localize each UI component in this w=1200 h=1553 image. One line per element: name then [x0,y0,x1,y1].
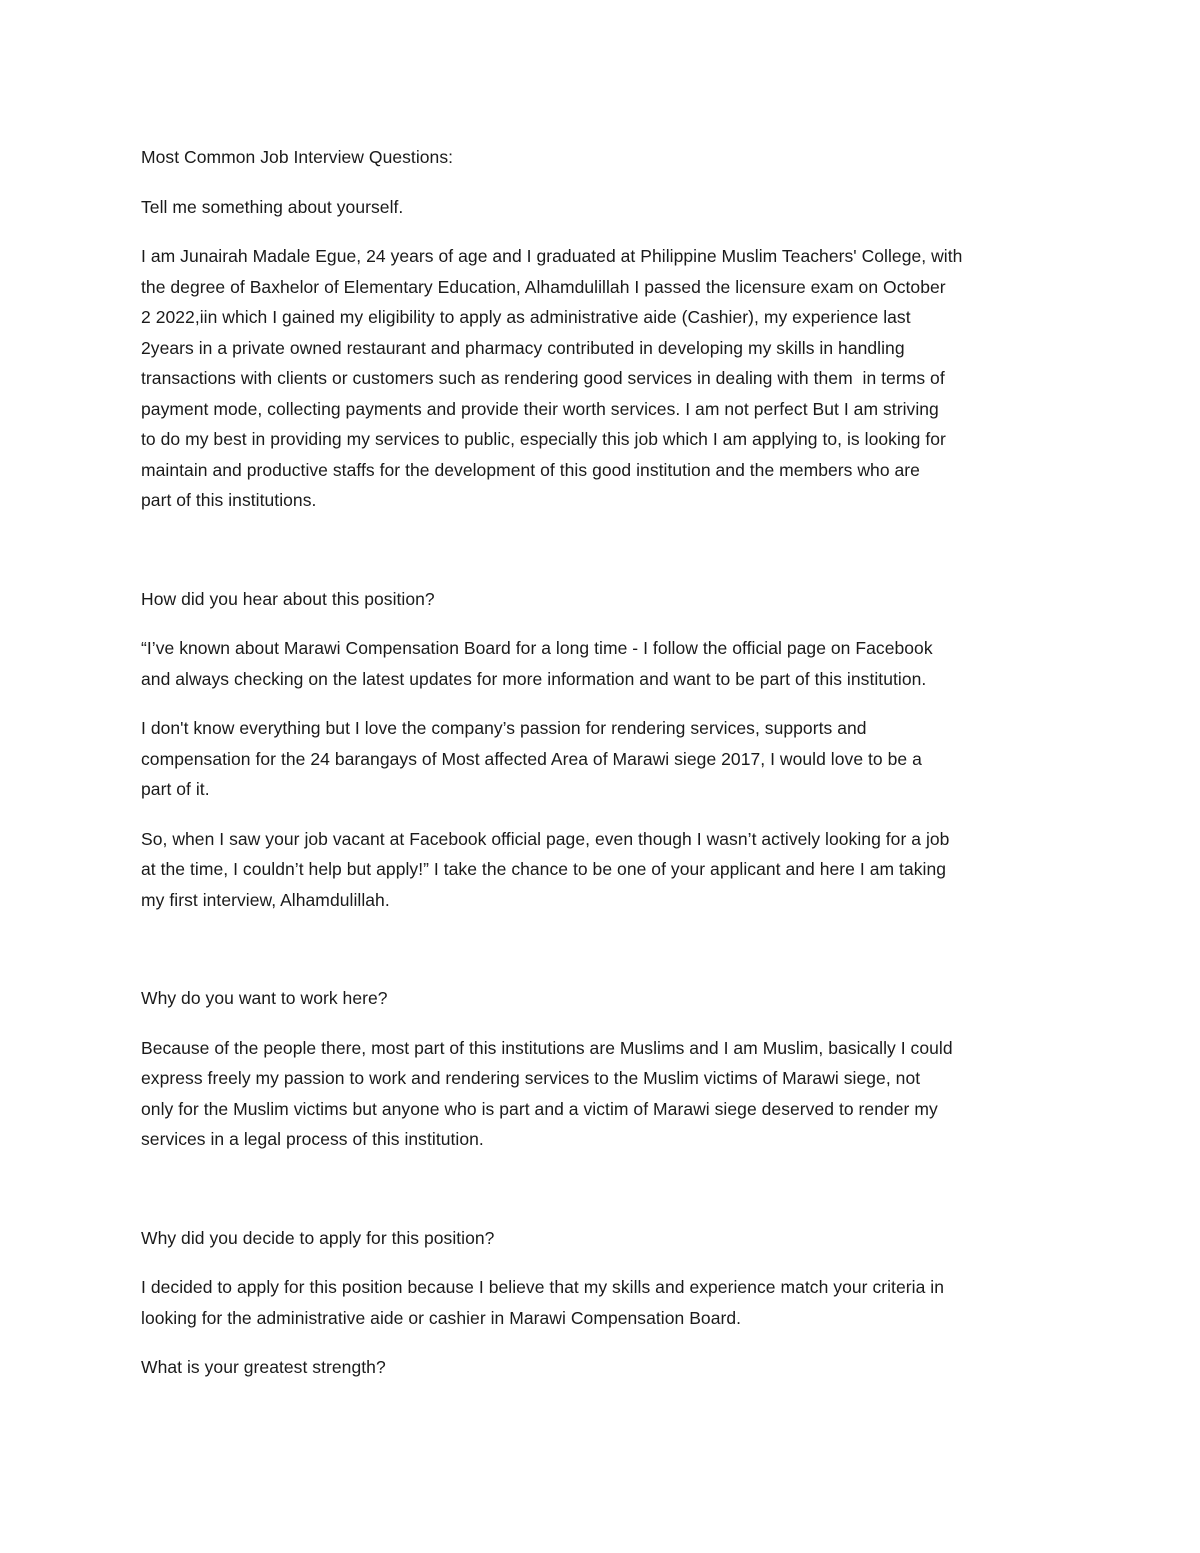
document-body [141,142,1061,1383]
answer-3-paragraph-1: Because of the people there, most part of this institutions are Muslims and I am Muslim, basically I could express freely my passion to work and rendering services to the Muslim victims of Marawi siege, not only for the Muslim victims but anyone who is part and a victim of Marawi siege deserved to render my services in a legal process of this institution. [141,1037,953,1149]
question-1: Tell me something about yourself. [141,196,404,217]
question-5: What is your greatest strength? [141,1357,386,1377]
answer-2-paragraph-2: I don't know everything but I love the company’s passion for rendering services, supports and compensation for the 24 barangays of Most affected Area of Marawi siege 2017, I would love to be a part of it. [141,718,922,799]
answer-4-paragraph-1: I decided to apply for this position because I believe that my skills and experience match your criteria in looking for the administrative aide or cashier in Marawi Compensation Board. [141,1277,944,1328]
document-title: Most Common Job Interview Questions: [141,147,454,167]
answer-2-paragraph-3: So, when I saw your job vacant at Facebook official page, even though I wasn’t actively looking for a job at the time, I couldn’t help but apply!” I take the chance to be one of your applicant and here I am taking my first interview, Alhamdulillah. [141,828,950,910]
question-2: How did you hear about this position? [141,588,435,609]
answer-1-paragraph-1: I am Junairah Madale Egue, 24 years of age and I graduated at Philippine Muslim Teachers' College, with the degree of Baxhelor of Elementary Education, Alhamdulillah I passed the licensure exam on October 2 2022,iin which I gained my eligibility to apply as administrative aide (Cashier), my experience last 2years in a private owned restaurant and pharmacy contributed in developing my skills in handling transactions with clients or customers such as rendering good services in dealing with them in terms of payment mode, collecting payments and provide their worth services. I am not perfect But I am striving to do my best in providing my services to public, especially this job which I am applying to, is looking for maintain and productive staffs for the development of this good institution and the members who are part of this institutions. [141,246,963,510]
question-4: Why did you decide to apply for this position? [141,1227,495,1248]
question-3: Why do you want to work here? [141,988,388,1008]
answer-2-paragraph-1: “I’ve known about Marawi Compensation Board for a long time - I follow the official page on Facebook and always checking on the latest updates for more information and want to be part of this institution. [141,638,933,689]
